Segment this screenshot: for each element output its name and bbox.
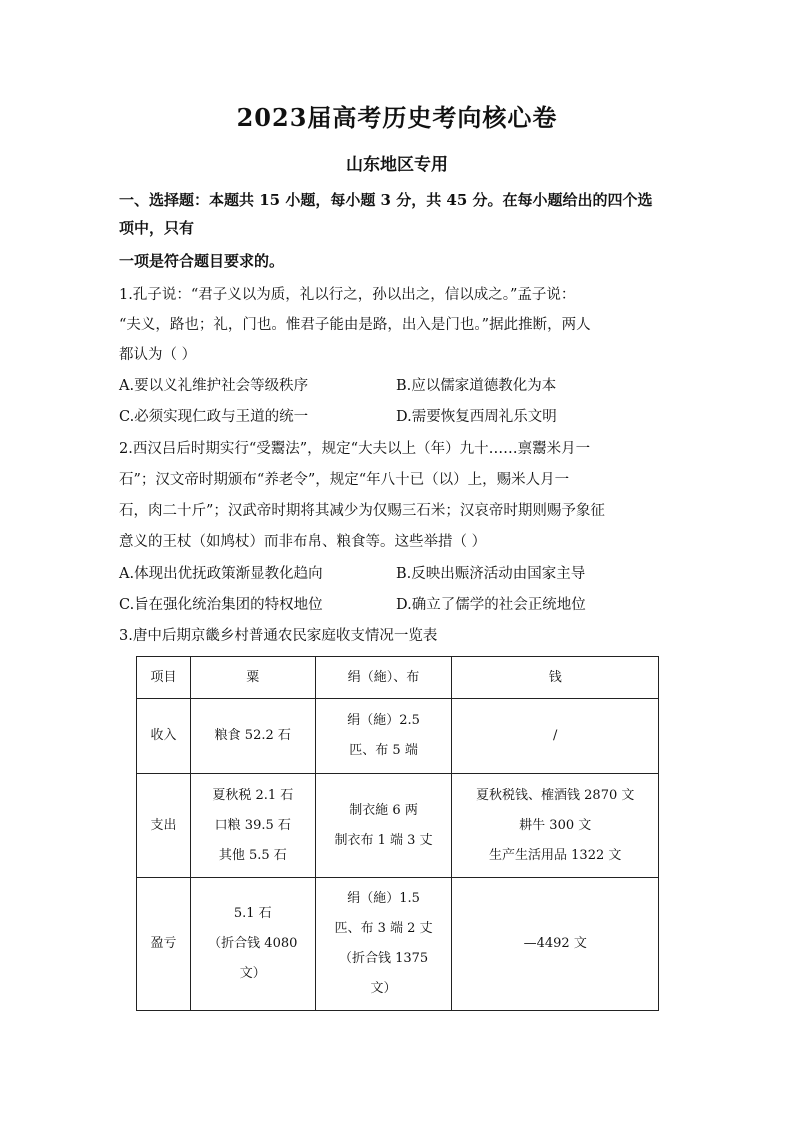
cell-line: 5.1 石 bbox=[233, 906, 272, 921]
cell-line: 文） bbox=[239, 966, 266, 981]
cell-line: （折合钱 1375 bbox=[338, 951, 429, 966]
section-header-line: 一、选择题：本题共 15 小题，每小题 3 分，共 45 分。在每小题给出的四个选 bbox=[119, 191, 653, 209]
section-header bbox=[119, 186, 679, 275]
table-row bbox=[137, 878, 659, 1011]
cell-line: 绢（絁）2.5 bbox=[347, 713, 420, 728]
q1-option-c[interactable]: C.必须实现仁政与王道的统一 bbox=[119, 409, 309, 425]
cell-line: （折合钱 4080 bbox=[208, 936, 298, 951]
q1-option-b[interactable]: B.应以儒家道德教化为本 bbox=[396, 378, 557, 394]
table-cell bbox=[190, 699, 315, 774]
table-cell bbox=[315, 699, 452, 774]
table-row bbox=[137, 774, 659, 878]
cell-line: 文） bbox=[370, 981, 397, 996]
q2-option-b[interactable]: B.反映出赈济活动由国家主导 bbox=[396, 566, 586, 582]
cell-line: / bbox=[553, 728, 558, 743]
q2-option-c[interactable]: C.旨在强化统治集团的特权地位 bbox=[119, 597, 323, 613]
cell-line: 制衣絁 6 两 bbox=[349, 802, 418, 818]
section-header-line: 项中，只有 bbox=[119, 219, 195, 237]
row-label-cell: 收入 bbox=[137, 699, 191, 774]
table-header-row bbox=[137, 657, 659, 699]
table-cell bbox=[452, 878, 659, 1011]
q2-option-a[interactable]: A.体现出优抚政策渐显教化趋向 bbox=[119, 566, 323, 582]
table-header-cell: 项目 bbox=[137, 657, 191, 699]
cell-line: 粮食 52.2 石 bbox=[214, 728, 291, 743]
cell-line: 匹、布 5 端 bbox=[349, 743, 418, 758]
cell-line: —4492 文 bbox=[523, 936, 587, 951]
cell-line: 绢（絁）1.5 bbox=[347, 891, 420, 906]
table-cell bbox=[452, 699, 659, 774]
table-header-cell: 绢（絁）、布 bbox=[315, 657, 452, 699]
table-cell bbox=[315, 774, 452, 878]
cell-line: 匹、布 3 端 2 丈 bbox=[334, 921, 433, 936]
q2-option-d[interactable]: D.确立了儒学的社会正统地位 bbox=[396, 597, 586, 613]
row-label-cell: 盈亏 bbox=[137, 878, 191, 1011]
cell-line: 生产生活用品 1322 文 bbox=[489, 847, 622, 863]
cell-line: 耕牛 300 文 bbox=[519, 817, 592, 833]
q1-stem-line: 都认为（ ） bbox=[119, 347, 197, 363]
cell-line: 其他 5.5 石 bbox=[218, 847, 287, 863]
table-header-cell: 钱 bbox=[452, 657, 659, 699]
page-title: 2023届高考历史考向核心卷 bbox=[236, 103, 558, 132]
q2-stem-line: 石”；汉文帝时期颁布“养老令”，规定“年八十已（以）上，赐米人月一 bbox=[119, 472, 570, 488]
table-header-cell: 粟 bbox=[190, 657, 315, 699]
cell-line: 制衣布 1 端 3 丈 bbox=[334, 832, 433, 848]
table-cell bbox=[190, 774, 315, 878]
cell-line: 口粮 39.5 石 bbox=[214, 817, 291, 833]
income-expense-table bbox=[136, 656, 659, 1011]
page-subtitle: 山东地区专用 bbox=[346, 155, 448, 175]
table-cell bbox=[190, 878, 315, 1011]
q2-stem-line: 意义的王杖（如鸠杖）而非布帛、粮食等。这些举措（ ） bbox=[119, 534, 487, 550]
q1-stem-line: 1.孔子说：“君子义以为质，礼以行之，孙以出之，信以成之。”孟子说： bbox=[119, 287, 576, 303]
table-cell bbox=[452, 774, 659, 878]
q1-option-a[interactable]: A.要以义礼维护社会等级秩序 bbox=[119, 378, 309, 394]
table-row bbox=[137, 699, 659, 774]
row-label-cell: 支出 bbox=[137, 774, 191, 878]
cell-line: 夏秋税 2.1 石 bbox=[212, 787, 294, 803]
q1-stem-line: “夫义，路也；礼，门也。惟君子能由是路，出入是门也。”据此推断，两人 bbox=[119, 317, 591, 333]
cell-line: 夏秋税钱、榷酒钱 2870 文 bbox=[476, 787, 635, 803]
section-header-line: 一项是符合题目要求的。 bbox=[119, 252, 285, 270]
table-cell bbox=[315, 878, 452, 1011]
q2-stem-line: 2.西汉吕后时期实行“受鬻法”，规定“大夫以上（年）九十……禀鬻米月一 bbox=[119, 441, 591, 457]
q3-stem-line: 3.唐中后期京畿乡村普通农民家庭收支情况一览表 bbox=[119, 628, 438, 644]
q2-stem-line: 石，肉二十斤”；汉武帝时期将其减少为仅赐三石米；汉哀帝时期则赐予象征 bbox=[119, 503, 605, 519]
q1-option-d[interactable]: D.需要恢复西周礼乐文明 bbox=[396, 409, 557, 425]
